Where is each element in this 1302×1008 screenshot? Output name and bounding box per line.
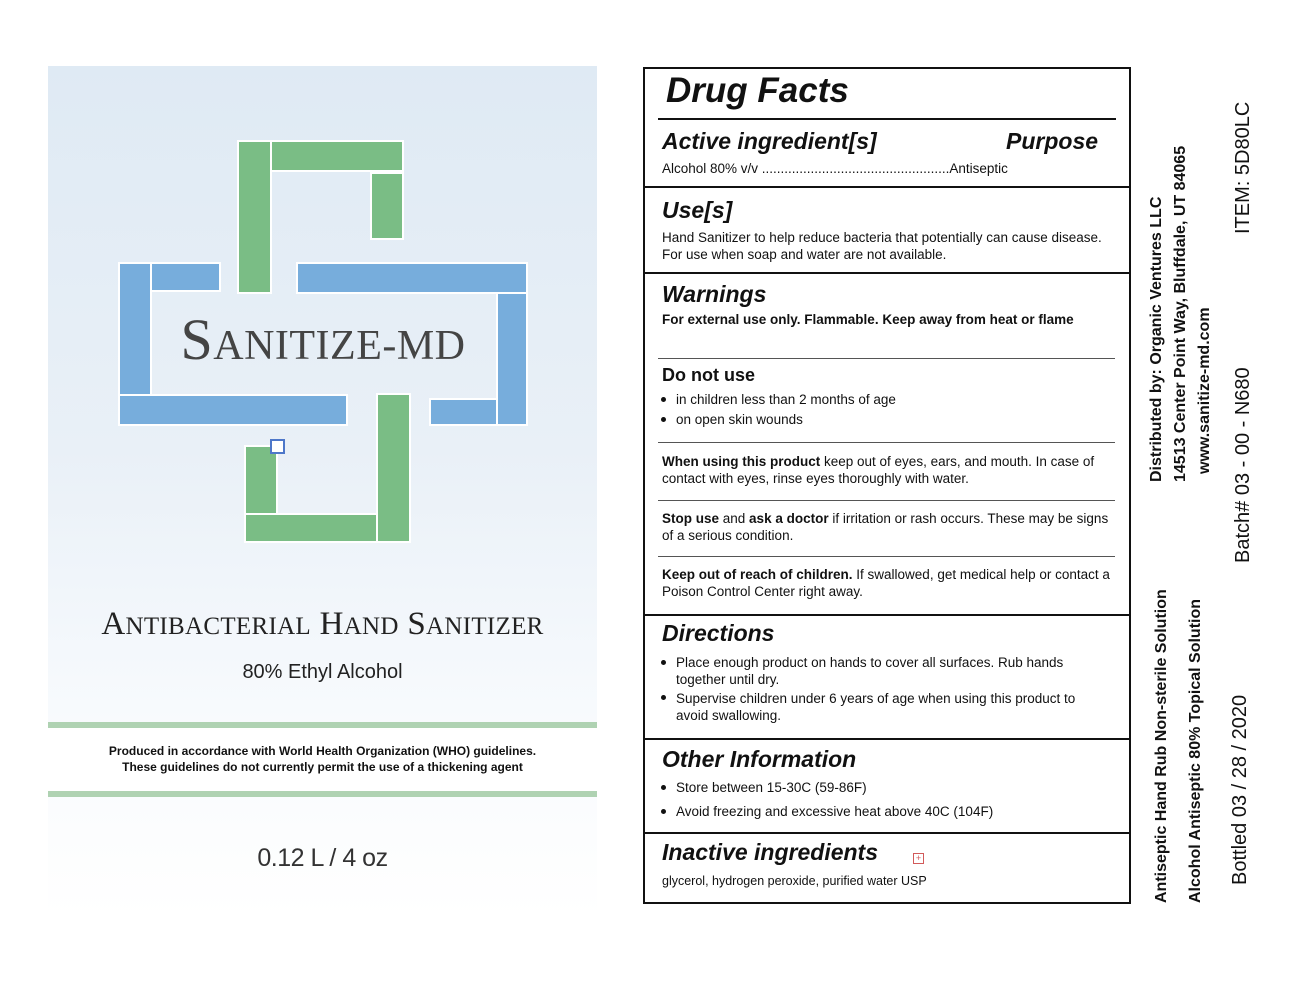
volume-label: 0.12 L / 4 oz bbox=[257, 844, 388, 872]
drug-facts-panel bbox=[643, 67, 1131, 904]
inactive-text: glycerol, hydrogen peroxide, purified water USP bbox=[662, 874, 927, 888]
section-divider bbox=[643, 186, 1131, 188]
do-not-use-item: on open skin wounds bbox=[676, 412, 803, 427]
bullet bbox=[661, 660, 666, 665]
bottled-date: Bottled 03 / 28 / 2020 bbox=[1229, 694, 1251, 885]
brand-logo-text: SANITIZE-MD bbox=[180, 307, 466, 372]
product-line-2: Alcohol Antiseptic 80% Topical Solution bbox=[1187, 598, 1204, 903]
do-not-use-item: in children less than 2 months of age bbox=[676, 392, 896, 407]
front-label-panel bbox=[48, 66, 597, 918]
drug-facts-title: Drug Facts bbox=[666, 71, 849, 110]
uses-text: Hand Sanitizer to help reduce bacteria that potentially can cause disease. For use when soap and water are not available. bbox=[662, 230, 1102, 262]
keep-out-text: Keep out of reach of children. If swallowed, get medical help or contact a Poison Control Center right away. bbox=[662, 567, 1110, 599]
product-line-1: Antiseptic Hand Rub Non-sterile Solution bbox=[1153, 589, 1170, 903]
section-divider bbox=[643, 272, 1131, 274]
bullet bbox=[661, 397, 666, 402]
other-info-item: Store between 15-30C (59-86F) bbox=[676, 780, 867, 795]
do-not-use-heading: Do not use bbox=[662, 365, 755, 385]
subsection-divider bbox=[658, 556, 1115, 557]
directions-item: Place enough product on hands to cover all surfaces. Rub hands together until dry. bbox=[676, 655, 1064, 687]
subsection-divider bbox=[658, 442, 1115, 443]
active-ingredient-line: Alcohol 80% v/v ..................................................Antiseptic bbox=[662, 161, 1008, 176]
other-info-heading: Other Information bbox=[662, 746, 857, 772]
other-info-item: Avoid freezing and excessive heat above 40C (104F) bbox=[676, 804, 994, 819]
section-divider bbox=[643, 614, 1131, 616]
who-notice: Produced in accordance with World Health Organization (WHO) guidelines. These guidelines do not currently permit the use of a thickening agent bbox=[108, 744, 537, 774]
divider-band bbox=[48, 791, 597, 797]
warnings-heading: Warnings bbox=[662, 281, 767, 307]
bullet bbox=[661, 417, 666, 422]
stop-use-text: Stop use and ask a doctor if irritation or rash occurs. These may be signs of a serious condition. bbox=[662, 511, 1109, 543]
warnings-text: For external use only. Flammable. Keep away from heat or flame bbox=[662, 312, 1074, 327]
subsection-divider bbox=[658, 500, 1115, 501]
product-title: ANTIBACTERIAL HAND SANITIZER bbox=[101, 606, 544, 642]
product-subtitle: 80% Ethyl Alcohol bbox=[242, 661, 403, 683]
directions-item: Supervise children under 6 years of age when using this product to avoid swallowing. bbox=[676, 691, 1076, 723]
title-rule bbox=[658, 118, 1116, 120]
active-ingredient-heading: Active ingredient[s] bbox=[662, 128, 877, 154]
inactive-heading: Inactive ingredients bbox=[662, 839, 879, 865]
subsection-divider bbox=[658, 358, 1115, 359]
overflow-plus-icon[interactable]: + bbox=[913, 853, 924, 864]
uses-heading: Use[s] bbox=[662, 197, 733, 223]
bullet bbox=[661, 785, 666, 790]
directions-heading: Directions bbox=[662, 620, 775, 646]
website-text: www.sanitize-md.com bbox=[1196, 307, 1213, 474]
when-using-text: When using this product keep out of eyes, ears, and mouth. In case of contact with eyes, rinse eyes thoroughly with water. bbox=[662, 454, 1095, 486]
item-number: ITEM: 5D80LC bbox=[1232, 101, 1254, 234]
distributor-text: Distributed by: Organic Ventures LLC bbox=[1148, 196, 1165, 482]
section-divider bbox=[643, 738, 1131, 740]
selection-handle[interactable] bbox=[270, 439, 285, 454]
purpose-heading: Purpose bbox=[1006, 128, 1099, 154]
bullet bbox=[661, 695, 666, 700]
address-text: 14513 Center Point Way, Bluffdale, UT 84065 bbox=[1172, 145, 1189, 482]
section-divider bbox=[643, 832, 1131, 834]
batch-number: Batch# 03 - 00 - N680 bbox=[1232, 367, 1254, 563]
bullet bbox=[661, 809, 666, 814]
